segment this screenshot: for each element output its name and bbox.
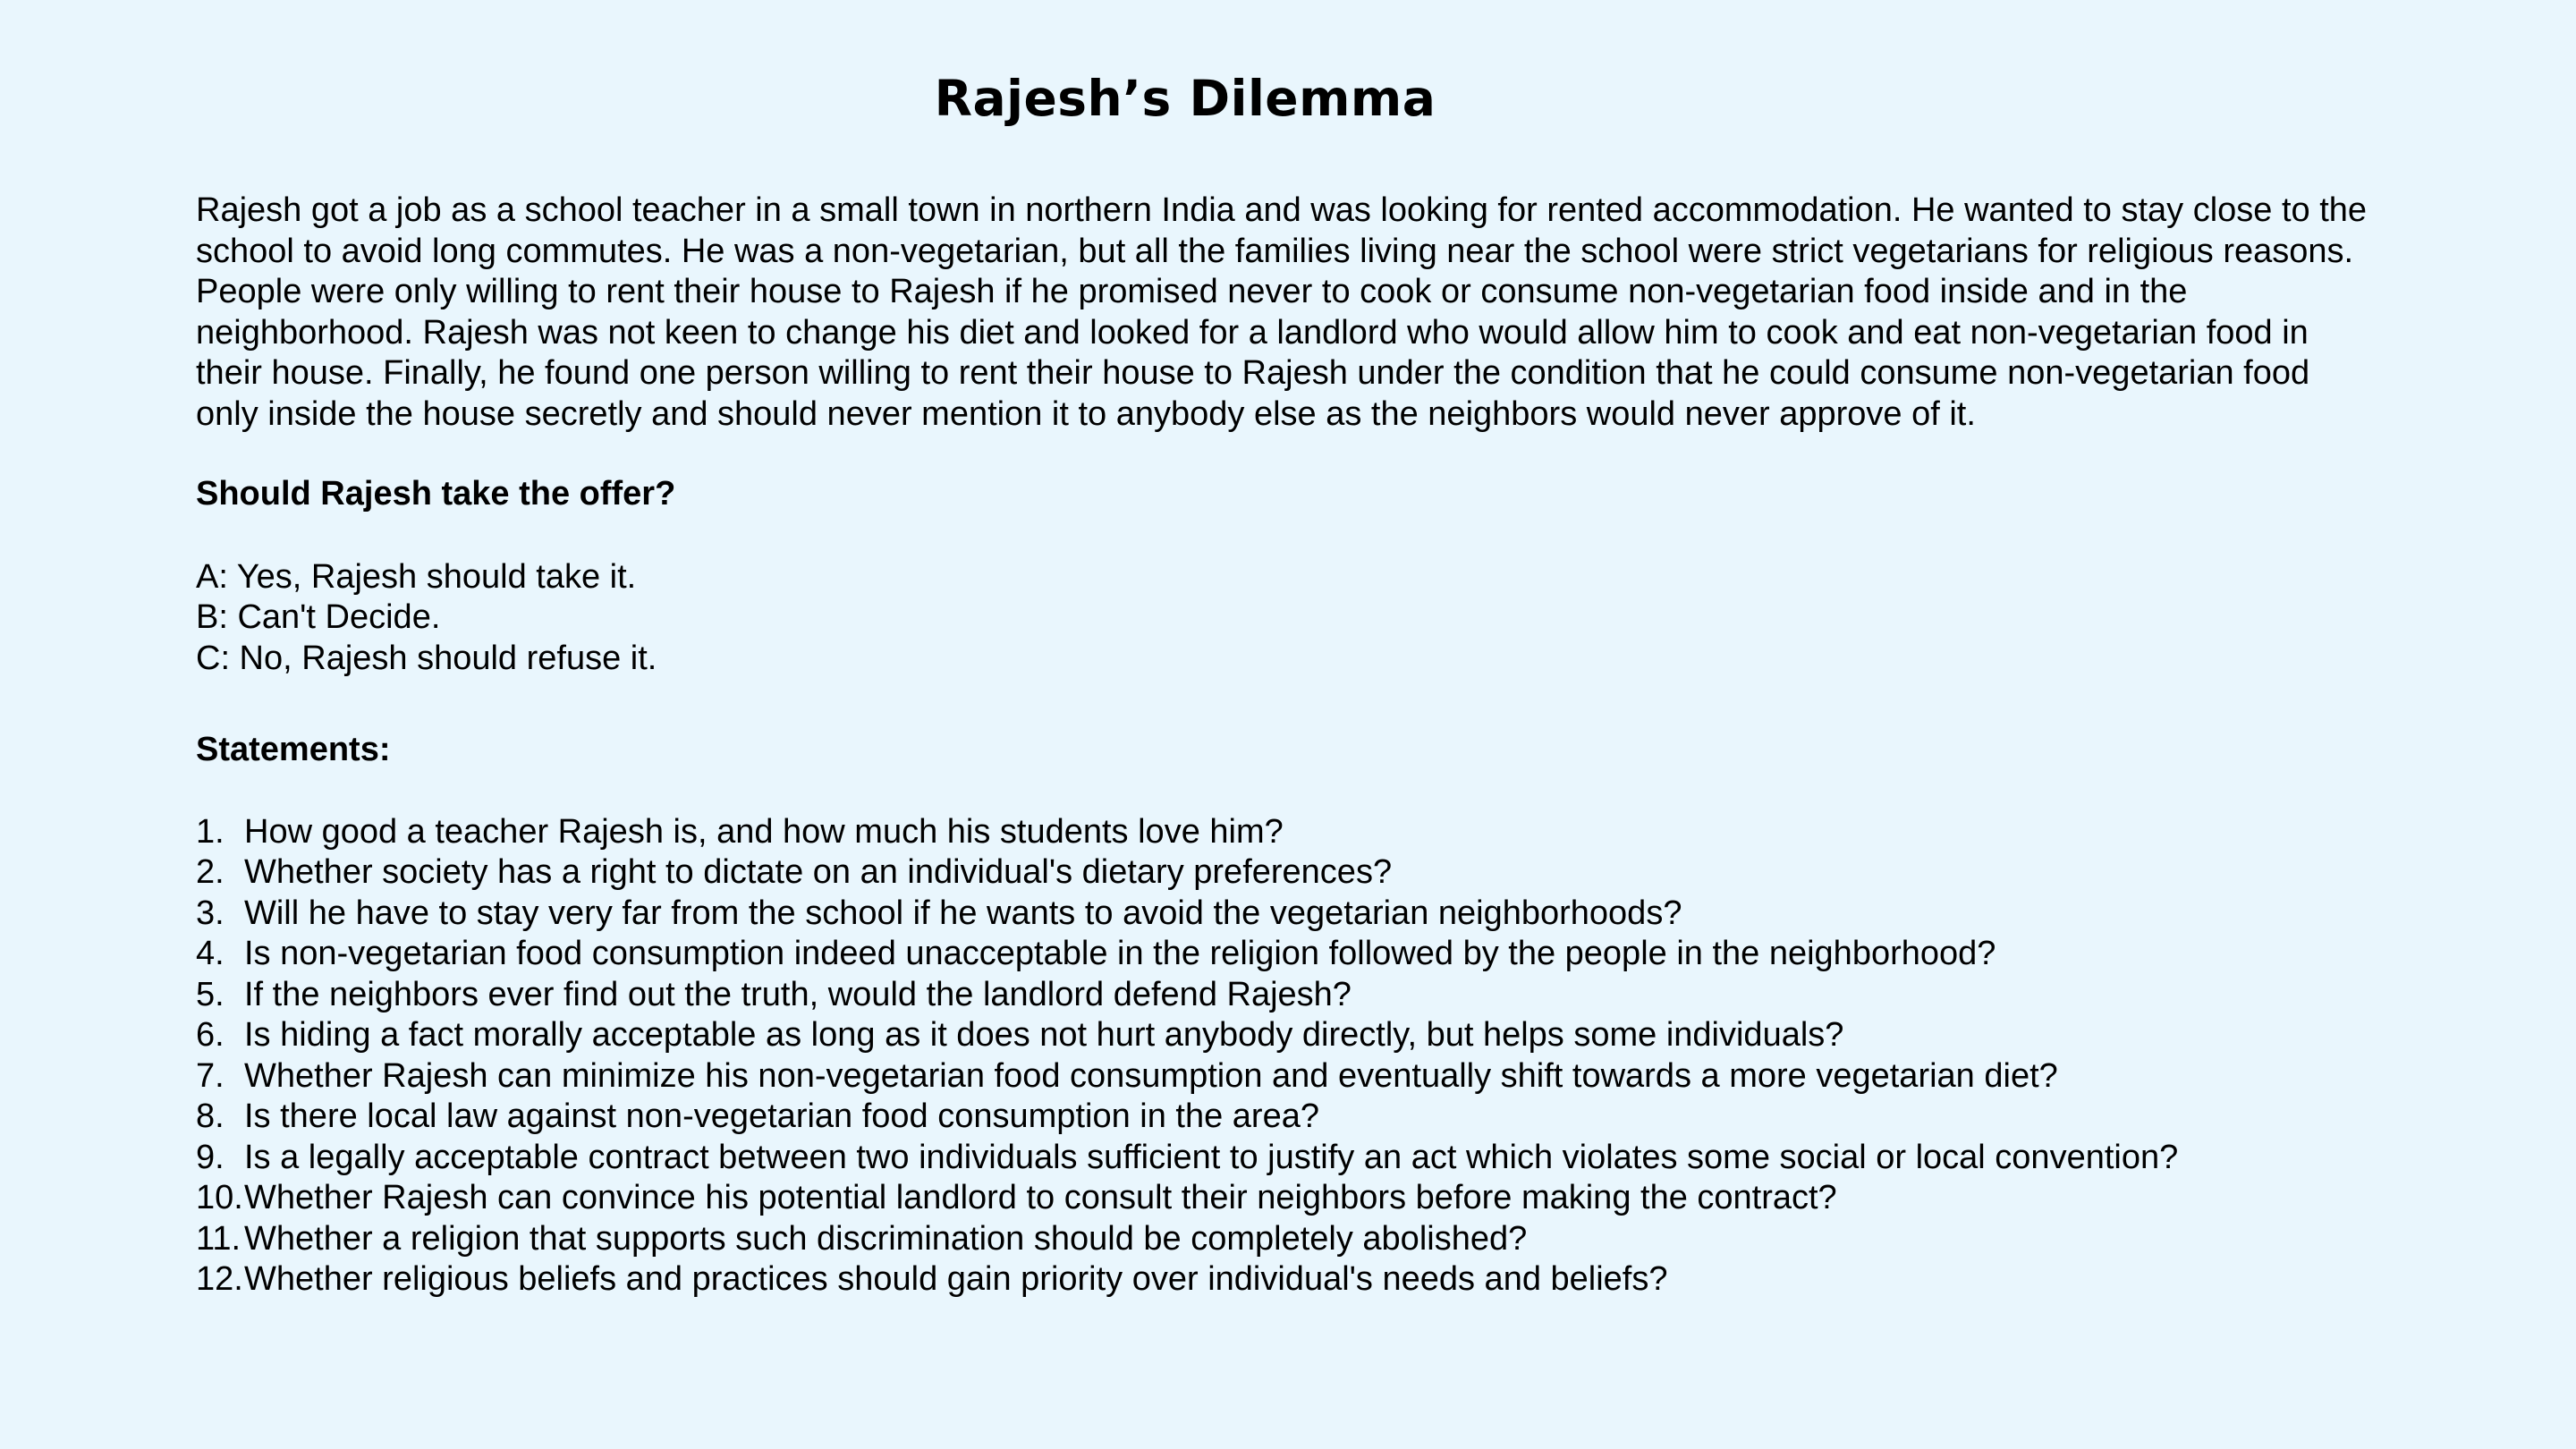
statement-number: 5. [196, 975, 225, 1013]
statement-number: 9. [196, 1138, 225, 1176]
statements-list [196, 812, 2378, 1301]
question-heading: Should Rajesh take the offer? [196, 475, 676, 513]
option-a: A: Yes, Rajesh should take it. [196, 557, 637, 596]
statement-text: Whether a religion that supports such discrimination should be completely abolished? [244, 1219, 1528, 1258]
statement-item [196, 812, 2378, 853]
statement-text: Is hiding a fact morally acceptable as long as it does not hurt anybody directly, but helps some individuals? [244, 1016, 1844, 1054]
statement-number: 6. [196, 1016, 225, 1054]
statement-text: Will he have to stay very far from the school if he wants to avoid the vegetarian neighborhoods? [244, 894, 1682, 932]
answer-options [196, 557, 2378, 680]
statement-number: 7. [196, 1056, 225, 1095]
statement-text: Whether Rajesh can minimize his non-vegetarian food consumption and eventually shift towards a more vegetarian diet? [244, 1056, 2058, 1095]
statement-text: Is a legally acceptable contract between two individuals sufficient to justify an act which violates some social or local convention? [244, 1138, 2179, 1176]
statement-number: 4. [196, 935, 225, 972]
story-paragraph: Rajesh got a job as a school teacher in a small town in northern India and was looking for rented accommodation. He wanted to stay close to the school to avoid long commutes. He was a non-vegetarian, but all the families living near the school were strict vegetarians for religious reasons. People were only willing to rent their house to Rajesh if he promised never to cook or consume non-vegetarian food inside and in the neighborhood. Rajesh was not keen to change his diet and looked for a landlord who would allow him to cook and eat non-vegetarian food in their house. Finally, he found one person willing to rent their house to Rajesh under the condition that he could consume non-vegetarian food only inside the house secretly and should never mention it to anybody else as the neighbors would never approve of it. [196, 191, 2368, 433]
statement-item [196, 934, 2378, 975]
statement-text: How good a teacher Rajesh is, and how much his students love him? [244, 812, 1284, 851]
slide-content [196, 191, 2378, 1301]
statement-number: 12. [196, 1260, 243, 1298]
statement-text: Whether society has a right to dictate on an individual's dietary preferences? [244, 853, 1393, 891]
statement-number: 10. [196, 1179, 243, 1216]
statements-heading: Statements: [196, 731, 391, 768]
statement-text: Is non-vegetarian food consumption indeed unacceptable in the religion followed by the people in the neighborhood? [244, 935, 1996, 972]
statement-item [196, 1219, 2378, 1260]
statement-number: 2. [196, 853, 225, 891]
option-b: B: Can't Decide. [196, 598, 441, 636]
statement-number: 3. [196, 894, 225, 932]
statement-item [196, 852, 2378, 894]
statement-number: 8. [196, 1097, 225, 1135]
statement-item [196, 1178, 2378, 1219]
statement-item [196, 1015, 2378, 1056]
statement-text: Whether religious beliefs and practices should gain priority over individual's needs and beliefs? [244, 1260, 1668, 1298]
statement-text: If the neighbors ever find out the truth, would the landlord defend Rajesh? [244, 975, 1352, 1013]
statement-number: 11. [196, 1219, 242, 1258]
option-c: C: No, Rajesh should refuse it. [196, 639, 657, 677]
statement-item [196, 1056, 2378, 1097]
slide-title: Rajesh’s Dilemma [934, 70, 1436, 127]
statement-item [196, 1097, 2378, 1138]
statement-item [196, 975, 2378, 1016]
statement-item [196, 894, 2378, 935]
statement-text: Whether Rajesh can convince his potential landlord to consult their neighbors before making the contract? [244, 1179, 1837, 1216]
statement-item [196, 1259, 2378, 1301]
statement-item [196, 1138, 2378, 1179]
statement-text: Is there local law against non-vegetarian food consumption in the area? [244, 1097, 1319, 1135]
statement-number: 1. [196, 812, 225, 851]
